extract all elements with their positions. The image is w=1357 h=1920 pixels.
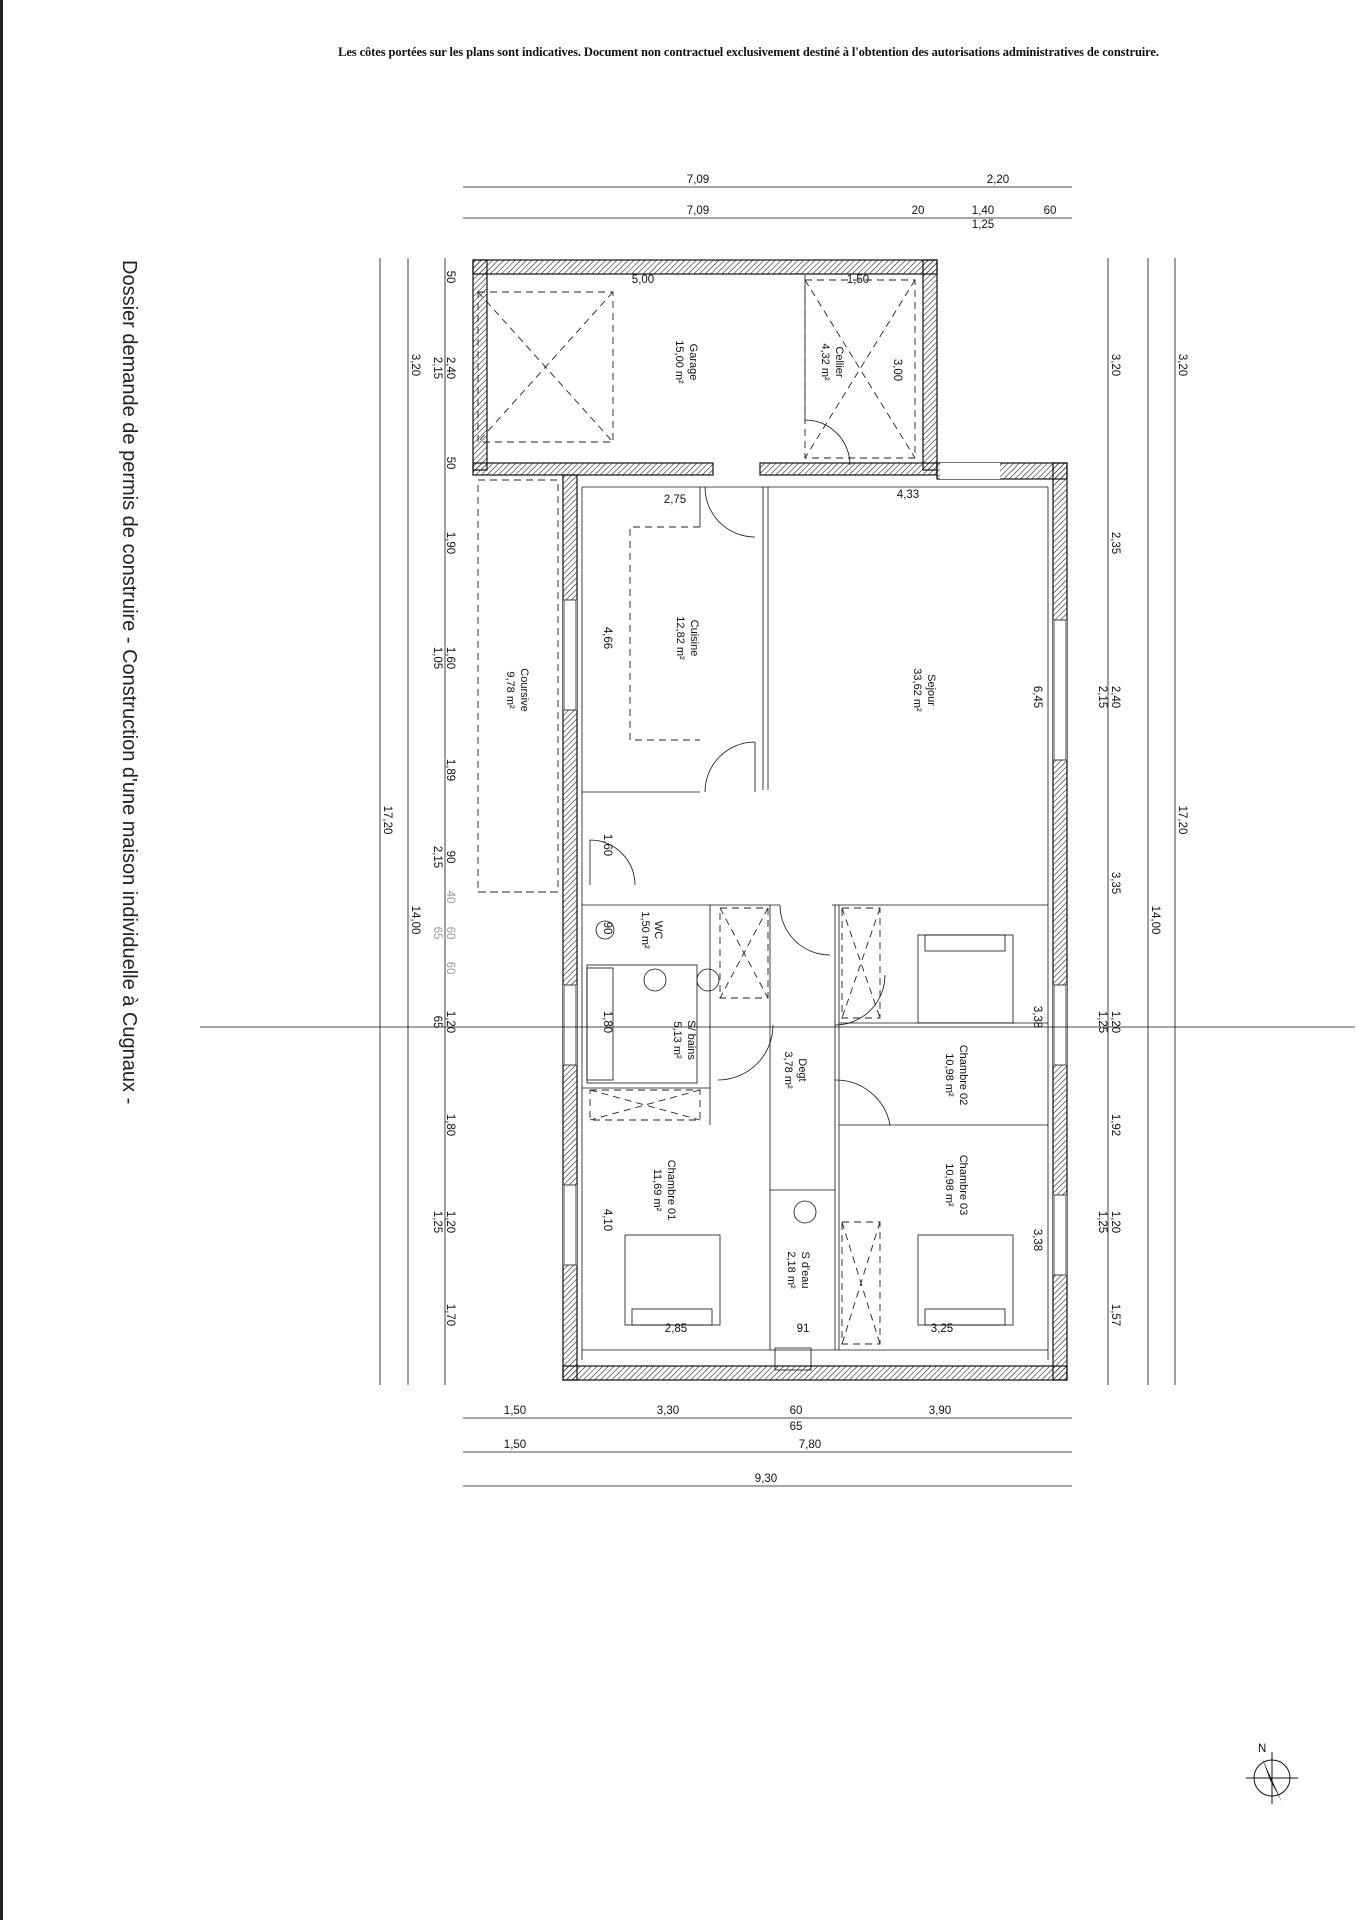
dim-top-2e: 60 <box>1043 205 1057 217</box>
dim-right-1-3: 2,15 <box>1096 685 1108 709</box>
dim-right-3-1: 17,20 <box>1176 805 1188 835</box>
room-chambre02-area: 10,98 m² <box>943 1053 955 1097</box>
dim-int-wc: 90 <box>601 921 613 935</box>
dim-int-cuisine-depth: 4,66 <box>601 626 613 650</box>
dim-left-3-15: 65 <box>431 1015 443 1029</box>
dim-right-1-7: 1,92 <box>1109 1113 1121 1137</box>
room-coursive-area: 9,78 m² <box>504 671 516 709</box>
dim-right-1-0: 3,20 <box>1109 353 1121 377</box>
room-sdeau-name: S d'eau <box>799 1251 811 1289</box>
room-garage-name: Garage <box>687 343 699 381</box>
room-wc-name: WC <box>652 920 664 940</box>
dim-int-sejour-width: 4,33 <box>896 489 920 501</box>
dim-left-3-4: 1,90 <box>444 531 456 555</box>
dim-bottom-1e: 3,90 <box>928 1405 952 1417</box>
dim-left-3-16: 1,80 <box>444 1113 456 1137</box>
dim-bottom-2a: 1,50 <box>503 1439 527 1451</box>
dim-int-sdb: 1,80 <box>601 1010 613 1034</box>
dim-left-3-3: 50 <box>444 456 456 470</box>
dim-int-cellier-width: 1,50 <box>846 274 870 286</box>
room-cellier-area: 4,32 m² <box>819 343 831 381</box>
room-degt-area: 3,78 m² <box>782 1051 794 1089</box>
dim-int-cellier-depth: 3,00 <box>891 358 903 382</box>
room-sejour-name: Sejour <box>925 674 937 706</box>
dim-int-entry: 1,60 <box>601 833 613 857</box>
room-degt-name: Degt <box>796 1058 808 1082</box>
room-chambre01-area: 11,69 m² <box>651 1168 663 1212</box>
dim-left-3-14: 1,20 <box>444 1010 456 1034</box>
dim-right-1-5: 1,20 <box>1109 1010 1121 1034</box>
dim-bottom-1d: 65 <box>789 1421 803 1433</box>
dim-right-3-0: 3,20 <box>1176 353 1188 377</box>
door-arcs <box>590 840 890 1125</box>
dim-int-sejour-depth: 6,45 <box>1031 685 1043 709</box>
room-cuisine-area: 12,82 m² <box>674 616 686 660</box>
dim-left-3-5: 1,60 <box>444 646 456 670</box>
dim-right-2-0: 14,00 <box>1149 905 1161 935</box>
dim-left-3-7: 1,89 <box>444 758 456 782</box>
bathroom-fixtures <box>587 908 880 1344</box>
dim-top-2d: 1,25 <box>971 219 995 231</box>
dim-left-3-11: 60 <box>444 926 456 940</box>
dim-int-ch03-width: 3,25 <box>930 1323 954 1335</box>
dim-int-ch03: 3,38 <box>1031 1228 1043 1252</box>
room-cuisine-name: Cuisine <box>688 619 700 657</box>
north-compass-icon <box>1246 1743 1298 1804</box>
dim-right-1-10: 1,57 <box>1109 1303 1121 1327</box>
dim-int-cuisine-width: 2,75 <box>663 494 687 506</box>
disclaimer-text: Les côtes portées sur les plans sont indicatives. Document non contractuel exclusivement destiné à l'obtention des autorisations administratives de construire. <box>338 45 1159 59</box>
room-coursive-name: Coursive <box>518 668 530 712</box>
dim-left-2a: 3,20 <box>409 353 421 377</box>
dim-bottom-1a: 1,50 <box>503 1405 527 1417</box>
dim-left-total: 17,20 <box>381 805 393 835</box>
dim-left-3-17: 1,20 <box>444 1210 456 1234</box>
compass-north-label: N <box>1258 1743 1267 1755</box>
dim-top-1b: 2,20 <box>986 174 1010 186</box>
room-sdeau-area: 2,18 m² <box>785 1251 797 1289</box>
dim-top-1a: 7,09 <box>686 174 710 186</box>
dim-left-3-2: 2,15 <box>431 356 443 380</box>
dim-right-1-4: 3,35 <box>1109 871 1121 895</box>
dim-left-3-0: 50 <box>444 270 456 284</box>
dim-bottom-2b: 7,80 <box>798 1439 822 1451</box>
dim-int-door: 91 <box>796 1323 810 1335</box>
dim-bottom-3a: 9,30 <box>754 1473 778 1485</box>
dim-bottom-1c: 60 <box>789 1405 803 1417</box>
beds <box>625 935 1013 1325</box>
dim-int-ch01: 4,10 <box>601 1208 613 1232</box>
dim-right-1-2: 2,40 <box>1109 685 1121 709</box>
dim-left-3-18: 1,25 <box>431 1210 443 1234</box>
dim-left-3-19: 1,70 <box>444 1303 456 1327</box>
room-chambre03-area: 10,98 m² <box>943 1163 955 1207</box>
dim-bottom-1b: 3,30 <box>656 1405 680 1417</box>
room-chambre01-name: Chambre 01 <box>665 1159 677 1221</box>
dim-int-ch01-width: 2,85 <box>664 1323 688 1335</box>
room-garage-area: 15,00 m² <box>673 340 685 384</box>
dim-right-1-8: 1,20 <box>1109 1210 1121 1234</box>
side-title: Dossier demande de permis de construire - Construction d'une maison individuelle à Cugnaux - <box>118 260 140 1105</box>
dim-left-3-6: 1,05 <box>431 646 443 670</box>
dim-left-3-8: 90 <box>444 850 456 864</box>
dim-int-ch02: 3,38 <box>1031 1005 1043 1029</box>
room-wc-area: 1,50 m² <box>639 911 651 949</box>
room-sdb-name: S/ bains <box>685 1020 697 1060</box>
dim-left-3-13: 60 <box>444 961 456 975</box>
dim-left-3-9: 2,15 <box>431 845 443 869</box>
dim-right-1-9: 1,25 <box>1096 1210 1108 1234</box>
dim-top-2c: 1,40 <box>971 205 995 217</box>
dim-left-3-1: 2,40 <box>444 356 456 380</box>
dim-top-2b: 20 <box>911 205 925 217</box>
dim-left-3-12: 65 <box>431 926 443 940</box>
room-chambre02-name: Chambre 02 <box>957 1044 969 1106</box>
dimension-lines <box>200 187 1355 1486</box>
room-cellier-name: Cellier <box>833 346 845 378</box>
room-sejour-area: 33,62 m² <box>911 668 923 712</box>
dim-left-3-10: 40 <box>444 890 456 904</box>
dim-right-1-6: 1,25 <box>1096 1010 1108 1034</box>
dim-int-garage-width: 5,00 <box>631 274 655 286</box>
room-chambre03-name: Chambre 03 <box>957 1154 969 1216</box>
dim-left-2b: 14,00 <box>409 905 421 935</box>
dim-top-2a: 7,09 <box>686 205 710 217</box>
room-sdb-area: 5,13 m² <box>671 1021 683 1059</box>
dim-right-1-1: 2,35 <box>1109 531 1121 555</box>
